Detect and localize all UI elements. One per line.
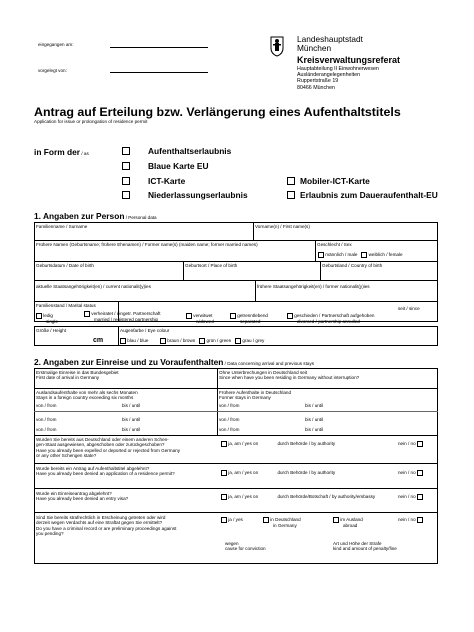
height-label: Größe / Height bbox=[36, 328, 67, 333]
conviction-cause-label: wegen cause for conviction bbox=[225, 541, 266, 552]
marital-married: verheiratet / eingetr. Partnerschaft married / registered partnership bbox=[84, 311, 160, 322]
since-label: seit / since bbox=[398, 306, 420, 311]
page-title: Antrag auf Erteilung bzw. Verlängerung eines Aufenthaltstitels bbox=[34, 105, 401, 119]
first-arrival-label: Erstmalige Einreise in das Bundesgebiet First date of arrival in Germany bbox=[36, 370, 119, 381]
eye-grey-checkbox[interactable] bbox=[235, 338, 241, 344]
page-subtitle: Application for issue or prolongation of residence permit bbox=[34, 119, 148, 124]
received-label: eingegangen am: bbox=[38, 42, 74, 47]
option-aufenthaltserlaubnis: Aufenthaltserlaubnis bbox=[148, 146, 232, 156]
residing-since-label: Ohne Unterbrechungen in Deutschland seit Since when have you been residing in Germany without interruption? bbox=[219, 370, 360, 381]
department-name: Kreisverwaltungsreferat bbox=[297, 55, 401, 65]
single-checkbox[interactable] bbox=[36, 313, 42, 319]
germany-until-1: bis / until bbox=[305, 403, 324, 408]
birth-country-label: Geburtsland / Country of birth bbox=[322, 263, 383, 268]
denied-permit-no-checkbox[interactable] bbox=[417, 470, 423, 476]
marital-widowed: verwitwet widowed bbox=[186, 313, 214, 324]
presented-line[interactable] bbox=[110, 72, 208, 73]
marital-separated: getrenntlebend separated bbox=[230, 313, 268, 324]
marital-status-label: Familienstand / Marital status bbox=[36, 303, 96, 308]
option-niederlassung: Niederlassungserlaubnis bbox=[148, 190, 248, 200]
divorced-checkbox[interactable] bbox=[287, 313, 293, 319]
eye-colour-options: blau / blue braun / brown grün / green grau / grey bbox=[120, 338, 264, 344]
form-type-label: in Form der / as bbox=[34, 147, 89, 157]
criminal-abroad-checkbox[interactable] bbox=[333, 517, 339, 523]
denied-visa-no: nein / no bbox=[398, 494, 423, 500]
expelled-yes-checkbox[interactable] bbox=[221, 441, 227, 447]
eye-brown-checkbox[interactable] bbox=[160, 338, 166, 344]
widowed-checkbox[interactable] bbox=[186, 313, 192, 319]
marital-divorced: geschieden / Partnerschaft aufgehoben divorced / partnership annulled bbox=[287, 313, 374, 324]
expelled-no-checkbox[interactable] bbox=[417, 441, 423, 447]
expelled-no: nein / no bbox=[398, 441, 423, 447]
denied-visa-answer: ja, am / yes on durch Behörde/Botschaft / by authority/embassy bbox=[221, 494, 375, 500]
expelled-answer: ja, am / yes on durch Behörde / by authority bbox=[221, 441, 335, 447]
foreign-from-1: von / from bbox=[36, 403, 57, 408]
foreign-from-3: von / from bbox=[36, 427, 57, 432]
germany-from-2: von / from bbox=[219, 417, 240, 422]
checkbox-ict-karte[interactable] bbox=[122, 177, 130, 185]
checkbox-blaue-karte[interactable] bbox=[122, 162, 130, 170]
criminal-question: Sind Sie bereits strafrechtlich in Erscheinung getreten oder wird derzeit wegen Verdachts auf eine Straftat gegen Sie ermittelt? Do you have a criminal record or are preliminary proceedings against you pending? bbox=[36, 515, 177, 537]
munich-crest-icon bbox=[268, 35, 286, 57]
checkbox-aufenthaltserlaubnis[interactable] bbox=[122, 147, 130, 155]
criminal-germany: in Deutschland in Germany bbox=[263, 517, 301, 528]
height-unit: cm bbox=[93, 337, 104, 344]
eye-colour-label: Augenfarbe / Eye colour bbox=[120, 328, 170, 333]
denied-visa-no-checkbox[interactable] bbox=[417, 494, 423, 500]
penalty-label: Art und Höhe der Strafe kind and amount of penalty/fine bbox=[333, 541, 397, 552]
criminal-no-checkbox[interactable] bbox=[417, 517, 423, 523]
foreign-from-2: von / from bbox=[36, 417, 57, 422]
sex-options: männlich / male weiblich / female bbox=[318, 252, 403, 258]
option-mobiler-ict: Mobiler-ICT-Karte bbox=[300, 176, 370, 186]
criminal-no: nein / no bbox=[398, 517, 423, 523]
male-checkbox[interactable] bbox=[318, 252, 324, 258]
option-ict-karte: ICT-Karte bbox=[148, 176, 186, 186]
denied-permit-no: nein / no bbox=[398, 470, 423, 476]
germany-until-2: bis / until bbox=[305, 417, 324, 422]
marital-single: ledig single bbox=[36, 313, 58, 324]
foreign-until-2: bis / until bbox=[122, 417, 141, 422]
current-nationality-label: aktuelle Staatsangehörigkeit(en) / current nationalit(y)ies bbox=[36, 284, 151, 289]
sex-label: Geschlecht / Sex bbox=[317, 242, 352, 247]
denied-permit-question: Wurde bereits ein Antrag auf Aufenthaltstitel abgelehnt? Have you already been denied an application of a residence permit? bbox=[36, 466, 175, 477]
eye-green-checkbox[interactable] bbox=[199, 338, 205, 344]
germany-until-3: bis / until bbox=[305, 427, 324, 432]
married-checkbox[interactable] bbox=[84, 311, 90, 317]
germany-from-1: von / from bbox=[219, 403, 240, 408]
criminal-abroad: im Ausland abroad bbox=[333, 517, 363, 528]
germany-from-3: von / from bbox=[219, 427, 240, 432]
former-nationality-label: frühere Staatsangehörigkeit(en) / former nationalit(y)ies bbox=[257, 284, 370, 289]
surname-label: Familienname / Surname bbox=[36, 224, 88, 229]
denied-permit-yes-checkbox[interactable] bbox=[221, 470, 227, 476]
foreign-stays-label: Auslandsaufenthalte von mehr als sechs Monaten Stays in a foreign country exceeding six months bbox=[36, 390, 138, 401]
checkbox-niederlassung[interactable] bbox=[122, 191, 130, 199]
authority-address: Hauptabteilung II Einwohnerwesen Ausländerangelegenheiten Ruppertstraße 19 80466 München bbox=[297, 66, 379, 91]
criminal-yes: ja / yes bbox=[221, 517, 243, 523]
female-checkbox[interactable] bbox=[361, 252, 367, 258]
checkbox-daueraufenthalt[interactable] bbox=[287, 191, 295, 199]
section2-heading: 2. Angaben zur Einreise und zu Voraufenthalten / Data concerning arrival and previous stays bbox=[34, 357, 315, 367]
foreign-until-1: bis / until bbox=[122, 403, 141, 408]
denied-permit-answer: ja, am / yes on durch Behörde / by authority bbox=[221, 470, 335, 476]
option-blaue-karte: Blaue Karte EU bbox=[148, 161, 209, 171]
denied-visa-yes-checkbox[interactable] bbox=[221, 494, 227, 500]
expelled-question: Wurden Sie bereits aus Deutschland oder einem anderen Schen- gen-Staat ausgewiesen, abgeschoben oder zurückgeschoben? Have you already been expelled or deported or rejected from Germany or any other Schengen state? bbox=[36, 437, 181, 459]
former-names-label: Frühere Namen (Geburtsname; frühere Ehenamen) / Former name(s) (maiden name; former married names) bbox=[36, 242, 258, 247]
checkbox-mobiler-ict[interactable] bbox=[287, 177, 295, 185]
birthdate-label: Geburtsdatum / Date of birth bbox=[36, 263, 94, 268]
criminal-yes-checkbox[interactable] bbox=[221, 517, 227, 523]
former-stays-label: Frühere Aufenthalte in Deutschland Former stays in Germany bbox=[219, 390, 292, 401]
received-line[interactable] bbox=[110, 47, 208, 48]
firstname-label: Vorname(n) / First name(s) bbox=[255, 224, 310, 229]
denied-visa-question: Wurde ein Einreiseantrag abgelehnt? Have you already been denied an entry visa? bbox=[36, 491, 129, 502]
criminal-germany-checkbox[interactable] bbox=[263, 517, 269, 523]
foreign-until-3: bis / until bbox=[122, 427, 141, 432]
authority-name: Landeshauptstadt München bbox=[297, 34, 363, 54]
birthplace-label: Geburtsort / Place of birth bbox=[185, 263, 238, 268]
separated-checkbox[interactable] bbox=[230, 313, 236, 319]
section1-heading: 1. Angaben zur Person / Personal data bbox=[34, 211, 157, 221]
eye-blue-checkbox[interactable] bbox=[120, 338, 126, 344]
presented-label: vorgelegt von: bbox=[38, 68, 67, 73]
option-daueraufenthalt: Erlaubnis zum Daueraufenthalt-EU bbox=[300, 190, 438, 200]
